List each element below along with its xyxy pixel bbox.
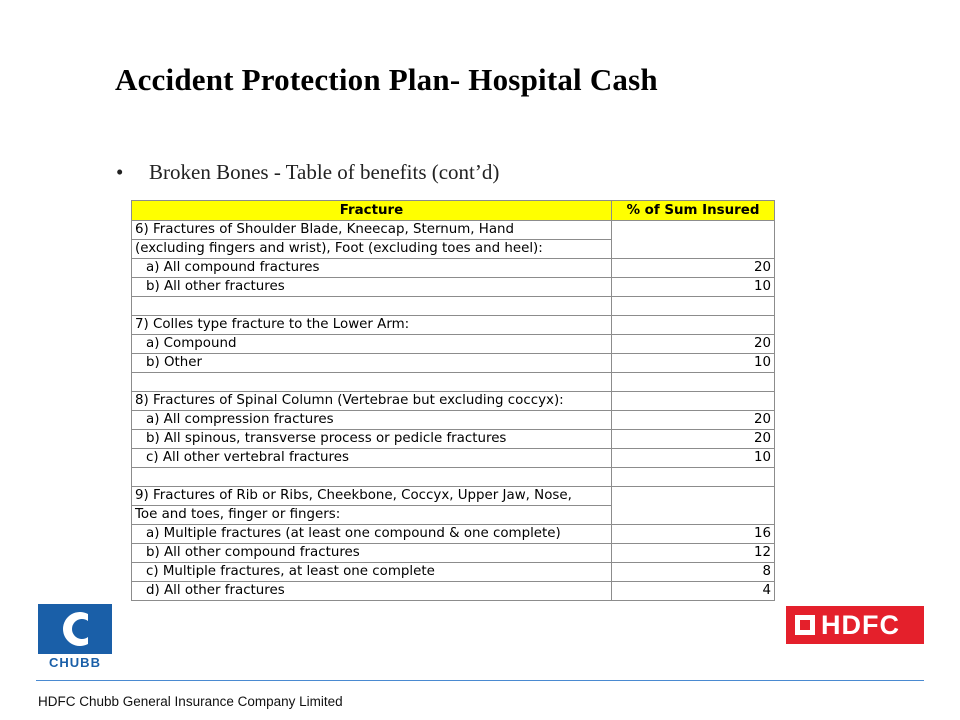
- row-label: b) All spinous, transverse process or pedicle fractures: [132, 430, 612, 449]
- table-row-empty: [132, 373, 775, 392]
- row-value: 10: [612, 278, 775, 297]
- table-row: [132, 335, 775, 354]
- row-value: 8: [612, 563, 775, 582]
- row-label-continuation: Toe and toes, finger or fingers:: [132, 506, 612, 525]
- table-row: [132, 544, 775, 563]
- table-row: [132, 563, 775, 582]
- table-row: [132, 525, 775, 544]
- row-value: [612, 373, 775, 392]
- row-label: [132, 373, 612, 392]
- row-label: 6) Fractures of Shoulder Blade, Kneecap, Sternum, Hand: [132, 221, 612, 240]
- row-value: [612, 297, 775, 316]
- table-row: [132, 582, 775, 601]
- bullet-item: [116, 160, 499, 185]
- row-value: [612, 487, 775, 525]
- table-row: [132, 259, 775, 278]
- row-value: [612, 221, 775, 259]
- row-value: 16: [612, 525, 775, 544]
- chubb-emblem-icon: [38, 604, 112, 654]
- footer-company-name: HDFC Chubb General Insurance Company Limited: [38, 694, 343, 709]
- row-value: 20: [612, 411, 775, 430]
- hdfc-square-icon: [795, 615, 815, 635]
- row-label-continuation: (excluding fingers and wrist), Foot (excluding toes and heel):: [132, 240, 612, 259]
- row-value: 10: [612, 354, 775, 373]
- hdfc-wordmark: HDFC: [821, 609, 900, 640]
- table-row: [132, 430, 775, 449]
- row-label: d) All other fractures: [132, 582, 612, 601]
- row-label: 9) Fractures of Rib or Ribs, Cheekbone, Coccyx, Upper Jaw, Nose,: [132, 487, 612, 506]
- table-row-empty: [132, 468, 775, 487]
- table-header-row: [132, 201, 775, 221]
- row-value: 20: [612, 335, 775, 354]
- table-row-empty: [132, 297, 775, 316]
- row-label: a) All compound fractures: [132, 259, 612, 278]
- row-label: b) Other: [132, 354, 612, 373]
- row-label: c) All other vertebral fractures: [132, 449, 612, 468]
- hdfc-logo: [786, 606, 924, 644]
- table-row: [132, 354, 775, 373]
- row-value: 4: [612, 582, 775, 601]
- row-value: [612, 392, 775, 411]
- chubb-wordmark: CHUBB: [49, 655, 101, 670]
- table-row: [132, 411, 775, 430]
- bullet-dot-icon: •: [116, 160, 124, 184]
- row-label: 7) Colles type fracture to the Lower Arm:: [132, 316, 612, 335]
- row-value: 12: [612, 544, 775, 563]
- row-value: 20: [612, 430, 775, 449]
- row-label: a) All compression fractures: [132, 411, 612, 430]
- row-value: [612, 316, 775, 335]
- row-label: a) Compound: [132, 335, 612, 354]
- row-value: [612, 468, 775, 487]
- slide-title: Accident Protection Plan- Hospital Cash: [115, 62, 658, 97]
- header-percent-sum-insured: % of Sum Insured: [612, 201, 775, 221]
- row-label: [132, 468, 612, 487]
- table-row: [132, 449, 775, 468]
- row-value: 20: [612, 259, 775, 278]
- row-label: c) Multiple fractures, at least one complete: [132, 563, 612, 582]
- table-row: [132, 278, 775, 297]
- row-label: b) All other compound fractures: [132, 544, 612, 563]
- row-label: 8) Fractures of Spinal Column (Vertebrae but excluding coccyx):: [132, 392, 612, 411]
- row-value: 10: [612, 449, 775, 468]
- row-label: a) Multiple fractures (at least one compound & one complete): [132, 525, 612, 544]
- bullet-text: Broken Bones - Table of benefits (cont’d): [149, 160, 500, 184]
- row-label: b) All other fractures: [132, 278, 612, 297]
- table-row: [132, 392, 775, 411]
- header-fracture: Fracture: [132, 201, 612, 221]
- table-row: [132, 316, 775, 335]
- table-row: [132, 487, 775, 506]
- table-row: [132, 221, 775, 240]
- benefits-table: [131, 200, 775, 601]
- row-label: [132, 297, 612, 316]
- footer-divider: [36, 680, 924, 681]
